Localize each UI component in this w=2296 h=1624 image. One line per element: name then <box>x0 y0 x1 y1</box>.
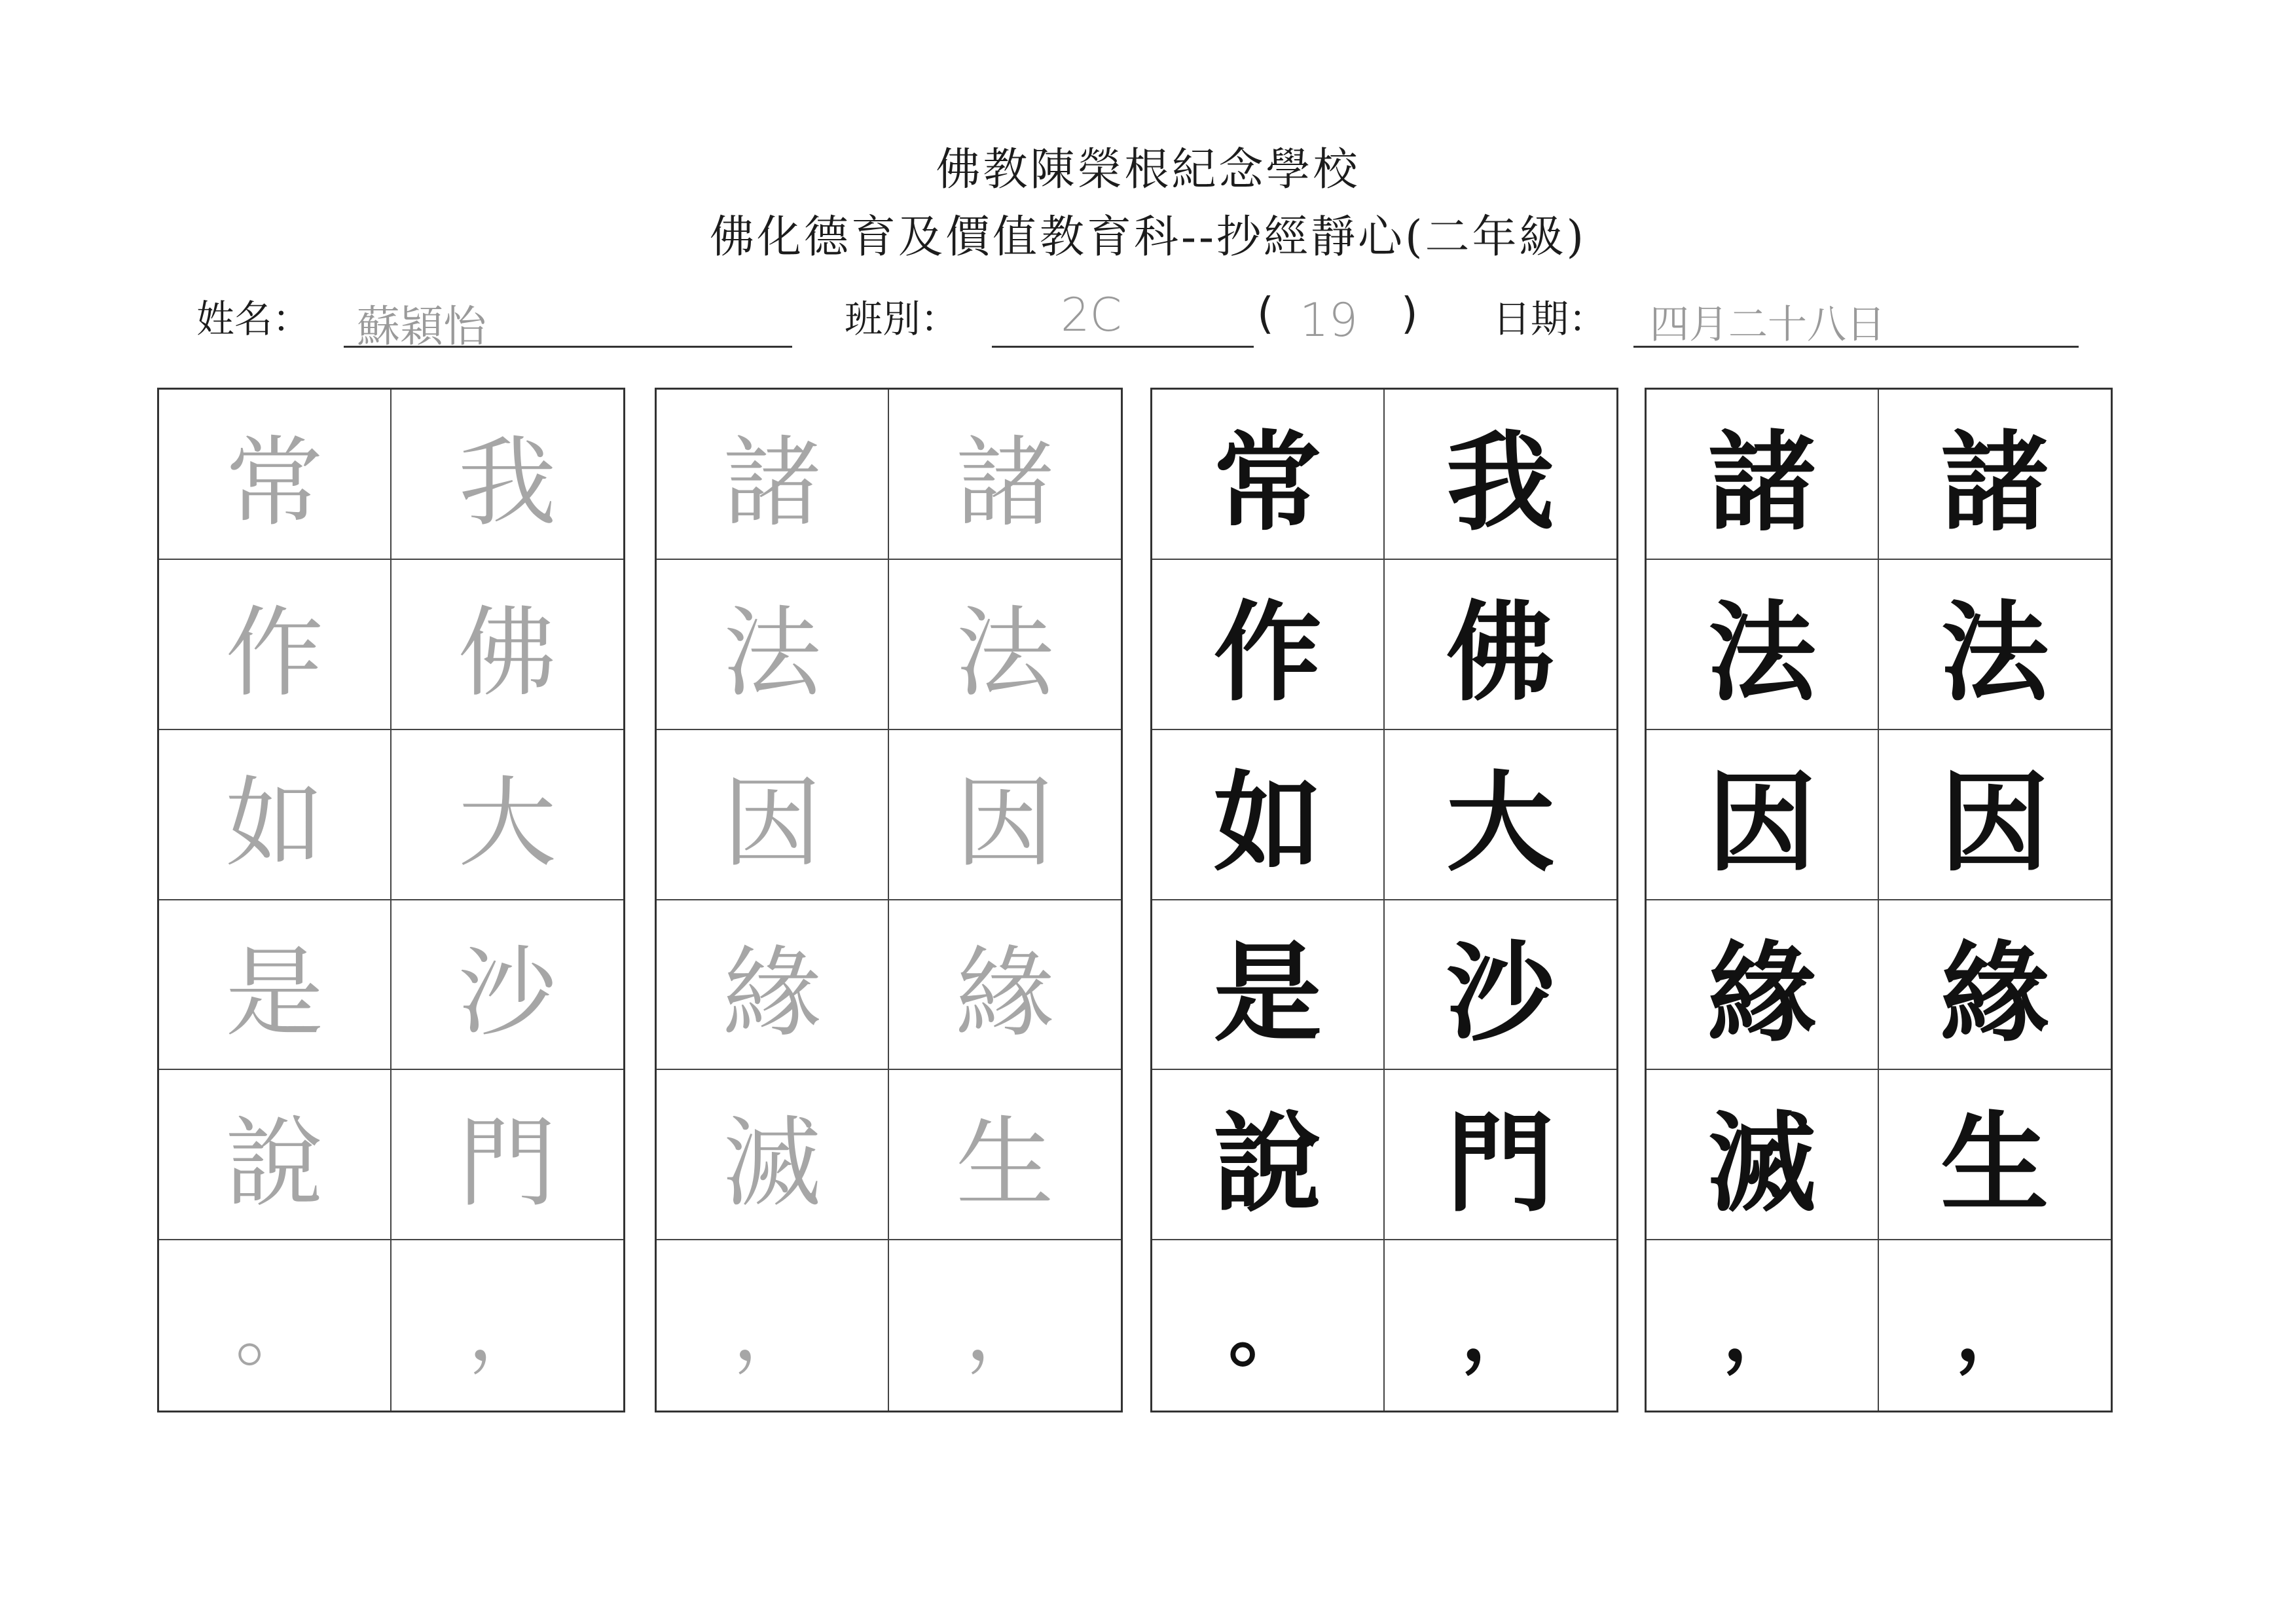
handwritten-character: 我 <box>458 426 556 540</box>
handwritten-character: ， <box>965 1287 1044 1378</box>
model-cell <box>1152 560 1385 730</box>
handwritten-character: 門 <box>458 1107 556 1221</box>
model-cell <box>1385 1240 1617 1411</box>
handwritten-character: 佛 <box>458 596 556 710</box>
handwritten-character: 大 <box>458 766 556 881</box>
writing-cell[interactable] <box>657 1070 889 1240</box>
model-cell <box>1152 730 1385 900</box>
writing-cell[interactable] <box>392 1240 624 1411</box>
copy-grid-right <box>655 388 1123 1412</box>
handwritten-character: 。 <box>235 1287 314 1378</box>
writing-cell[interactable] <box>159 1240 392 1411</box>
date-label: 日期： <box>1493 297 1607 341</box>
handwritten-character: 作 <box>225 596 324 710</box>
writing-cell[interactable] <box>159 1070 392 1240</box>
writing-cell[interactable] <box>657 900 889 1071</box>
model-cell <box>1879 730 2111 900</box>
handwritten-character: 緣 <box>723 936 822 1051</box>
model-character: 因 <box>1707 760 1816 887</box>
writing-cell[interactable] <box>657 390 889 560</box>
model-cell <box>1385 560 1617 730</box>
model-cell <box>1647 1070 1879 1240</box>
model-character: 緣 <box>1707 930 1816 1056</box>
model-cell <box>1385 1070 1617 1240</box>
school-title: 佛教陳榮根紀念學校 <box>936 144 1360 196</box>
number-open-paren: ( <box>1257 288 1274 339</box>
writing-cell[interactable] <box>392 730 624 900</box>
handwritten-character: 滅 <box>723 1107 822 1221</box>
handwritten-character: 生 <box>955 1107 1054 1221</box>
writing-cell[interactable] <box>392 390 624 560</box>
handwritten-character: 緣 <box>955 936 1054 1051</box>
model-grid-right <box>1645 388 2113 1412</box>
model-cell <box>1647 560 1879 730</box>
writing-cell[interactable] <box>159 900 392 1071</box>
writing-cell[interactable] <box>159 730 392 900</box>
handwritten-character: 因 <box>955 766 1054 881</box>
number-close-paren: ) <box>1401 288 1418 339</box>
model-character: 說 <box>1213 1100 1322 1227</box>
model-cell <box>1385 730 1617 900</box>
model-character: 是 <box>1213 930 1322 1056</box>
handwritten-character: 如 <box>225 766 324 881</box>
name-label: 姓名： <box>196 297 311 341</box>
handwritten-character: 因 <box>723 766 822 881</box>
class-underline <box>992 346 1254 348</box>
model-character: 。 <box>1228 1287 1307 1378</box>
handwritten-character: 諸 <box>723 426 822 540</box>
model-grid-left <box>1150 388 1618 1412</box>
model-cell <box>1385 900 1617 1071</box>
writing-cell[interactable] <box>657 1240 889 1411</box>
writing-cell[interactable] <box>159 560 392 730</box>
writing-cell[interactable] <box>392 1070 624 1240</box>
model-character: 諸 <box>1941 420 2049 546</box>
handwritten-character: 諸 <box>955 426 1054 540</box>
handwritten-character: 說 <box>225 1107 324 1221</box>
model-character: 我 <box>1446 420 1555 546</box>
writing-cell[interactable] <box>889 390 1121 560</box>
writing-cell[interactable] <box>159 390 392 560</box>
model-character: 滅 <box>1707 1100 1816 1227</box>
model-cell <box>1152 900 1385 1071</box>
model-cell <box>1879 390 2111 560</box>
writing-cell[interactable] <box>889 560 1121 730</box>
model-cell <box>1647 900 1879 1071</box>
handwritten-character: ， <box>467 1287 547 1378</box>
model-character: 常 <box>1213 420 1322 546</box>
model-character: ， <box>1461 1287 1540 1378</box>
model-character: ， <box>1955 1287 2034 1378</box>
handwritten-character: 法 <box>955 596 1054 710</box>
model-cell <box>1647 730 1879 900</box>
model-cell <box>1385 390 1617 560</box>
model-character: 法 <box>1941 590 2049 716</box>
writing-cell[interactable] <box>392 900 624 1071</box>
model-character: 法 <box>1707 590 1816 716</box>
model-character: 諸 <box>1707 420 1816 546</box>
model-character: 沙 <box>1446 930 1555 1056</box>
copy-grid-left <box>157 388 625 1412</box>
writing-cell[interactable] <box>657 730 889 900</box>
name-underline <box>344 346 792 348</box>
model-character: ， <box>1722 1287 1802 1378</box>
model-cell <box>1152 1070 1385 1240</box>
writing-cell[interactable] <box>889 1070 1121 1240</box>
writing-cell[interactable] <box>889 900 1121 1071</box>
writing-cell[interactable] <box>392 560 624 730</box>
handwritten-character: 法 <box>723 596 822 710</box>
model-character: 緣 <box>1941 930 2049 1056</box>
model-character: 大 <box>1446 760 1555 887</box>
model-character: 門 <box>1446 1100 1555 1227</box>
handwritten-character: 是 <box>225 936 324 1051</box>
subject-title: 佛化德育及價值教育科--抄經靜心(二年級) <box>709 212 1586 263</box>
model-character: 作 <box>1213 590 1322 716</box>
model-character: 生 <box>1941 1100 2049 1227</box>
model-cell <box>1879 1070 2111 1240</box>
handwritten-character: 沙 <box>458 936 556 1051</box>
writing-cell[interactable] <box>889 730 1121 900</box>
model-character: 因 <box>1941 760 2049 887</box>
date-underline <box>1633 346 2079 348</box>
model-cell <box>1879 560 2111 730</box>
handwritten-character: 常 <box>225 426 324 540</box>
model-character: 佛 <box>1446 590 1555 716</box>
name-field-value[interactable]: 蘇穎怡 <box>357 301 486 352</box>
date-field-value[interactable]: 四月二十八日 <box>1650 302 1886 348</box>
model-cell <box>1647 390 1879 560</box>
model-character: 如 <box>1213 760 1322 887</box>
class-field-value[interactable]: 2C <box>1061 288 1122 342</box>
model-cell <box>1152 1240 1385 1411</box>
model-cell <box>1879 900 2111 1071</box>
handwritten-character: ， <box>733 1287 812 1378</box>
model-cell <box>1152 390 1385 560</box>
model-cell <box>1879 1240 2111 1411</box>
model-cell <box>1647 1240 1879 1411</box>
writing-cell[interactable] <box>657 560 889 730</box>
number-field-value[interactable]: 19 <box>1300 293 1358 347</box>
writing-cell[interactable] <box>889 1240 1121 1411</box>
class-label: 班別： <box>845 297 959 341</box>
